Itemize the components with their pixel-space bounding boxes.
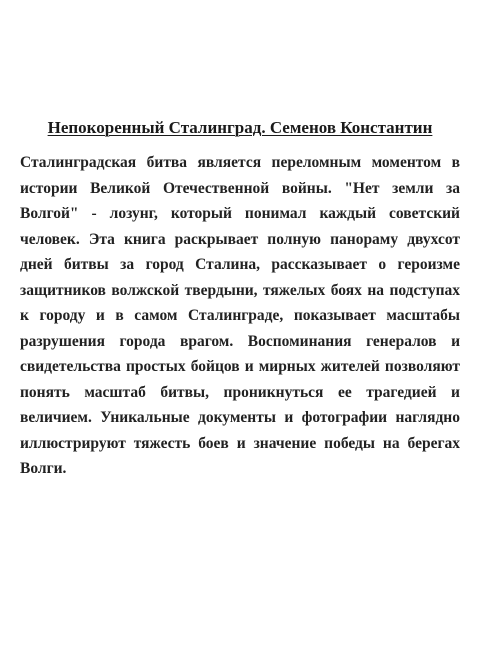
document-description: Сталинградская битва является переломным моментом в истории Великой Отечественной войны. "Нет земли за Волгой" - лозунг, который понимал каждый советский человек. Эта книга раскрывает полную панораму двухсот дней битвы за город Сталина, рассказывает о героизме защитников волжской твердыни, тяжелых боях на подступах к городу и в самом Сталинграде, показывает масштабы разрушения города врагом. Воспоминания генералов и свидетельства простых бойцов и мирных жителей позволяют понять масштаб битвы, проникнуться ее трагедией и величием. Уникальные документы и фотографии наглядно иллюстрируют тяжесть боев и значение победы на берегах Волги. bbox=[20, 154, 460, 477]
document-title: Непокоренный Сталинград. Семенов Константин bbox=[47, 118, 433, 137]
